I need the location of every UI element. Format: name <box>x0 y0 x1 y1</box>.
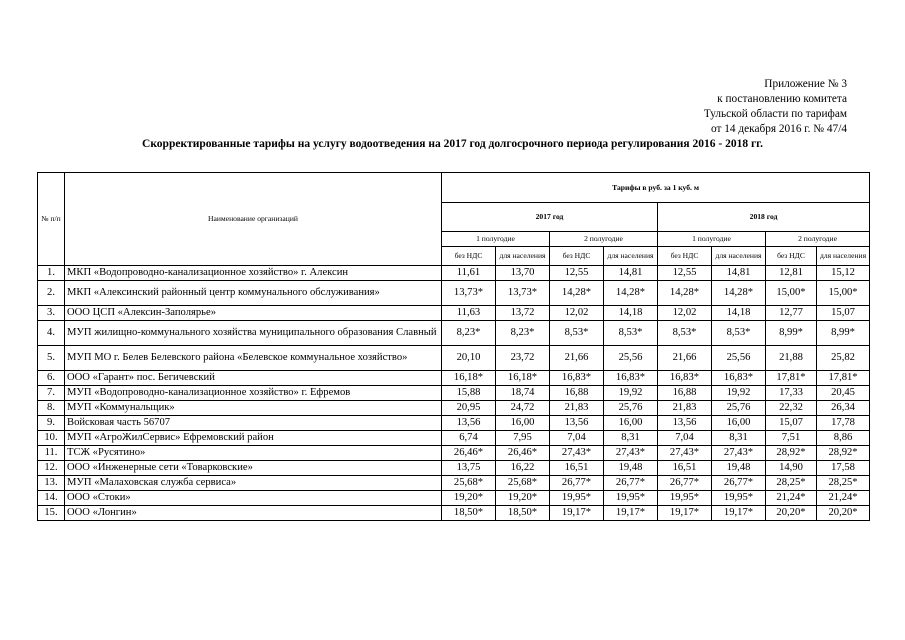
tariff-value: 27,43* <box>604 446 658 461</box>
tariff-value: 6,74 <box>442 431 496 446</box>
tariff-value: 18,74 <box>496 386 550 401</box>
tariff-value: 26,34 <box>817 401 870 416</box>
tariff-value: 16,22 <box>496 461 550 476</box>
header-for-population: для населения <box>604 247 658 266</box>
tariff-value: 8,99* <box>817 321 870 346</box>
tariff-value: 21,66 <box>658 346 712 371</box>
row-number: 5. <box>38 346 65 371</box>
tariff-value: 16,83* <box>550 371 604 386</box>
organization-name: МКП «Водопроводно-канализационное хозяйство» г. Алексин <box>65 266 442 281</box>
tariff-value: 26,77* <box>658 476 712 491</box>
table-row <box>38 266 870 281</box>
header-num: № п/п <box>38 173 65 266</box>
tariff-value: 16,00 <box>496 416 550 431</box>
tariff-value: 28,25* <box>817 476 870 491</box>
tariff-value: 15,12 <box>817 266 870 281</box>
tariff-value: 20,20* <box>766 506 817 521</box>
tariff-value: 13,56 <box>550 416 604 431</box>
tariff-value: 26,77* <box>550 476 604 491</box>
tariff-value: 21,83 <box>658 401 712 416</box>
tariff-value: 7,04 <box>550 431 604 446</box>
tariff-value: 14,18 <box>712 306 766 321</box>
tariff-value: 17,58 <box>817 461 870 476</box>
tariff-value: 21,88 <box>766 346 817 371</box>
tariff-value: 14,28* <box>604 281 658 306</box>
tariff-value: 19,95* <box>604 491 658 506</box>
tariff-value: 20,45 <box>817 386 870 401</box>
header-name: Наименование организаций <box>65 173 442 266</box>
tariff-value: 20,10 <box>442 346 496 371</box>
row-number: 7. <box>38 386 65 401</box>
row-number: 12. <box>38 461 65 476</box>
tariff-value: 13,56 <box>442 416 496 431</box>
tariff-value: 8,23* <box>442 321 496 346</box>
table-row <box>38 281 870 306</box>
tariff-value: 22,32 <box>766 401 817 416</box>
appendix-line: от 14 декабря 2016 г. № 47/4 <box>710 123 847 135</box>
tariff-value: 12,02 <box>658 306 712 321</box>
tariff-value: 16,51 <box>550 461 604 476</box>
tariff-value: 8,23* <box>496 321 550 346</box>
tariff-value: 15,07 <box>817 306 870 321</box>
tariff-value: 13,72 <box>496 306 550 321</box>
tariff-value: 15,00* <box>766 281 817 306</box>
header-for-population: для населения <box>817 247 870 266</box>
tariff-value: 12,02 <box>550 306 604 321</box>
tariff-value: 17,81* <box>817 371 870 386</box>
tariff-value: 15,07 <box>766 416 817 431</box>
tariff-value: 8,31 <box>712 431 766 446</box>
appendix-header <box>704 77 847 137</box>
tariff-value: 26,46* <box>442 446 496 461</box>
tariff-value: 16,00 <box>604 416 658 431</box>
table-row <box>38 371 870 386</box>
table-row <box>38 476 870 491</box>
organization-name: ООО «Гарант» пос. Бегичевский <box>65 371 442 386</box>
tariff-value: 27,43* <box>550 446 604 461</box>
header-half-1: 1 полугодие <box>442 232 550 247</box>
tariff-value: 26,46* <box>496 446 550 461</box>
tariff-value: 19,17* <box>550 506 604 521</box>
tariff-value: 17,33 <box>766 386 817 401</box>
row-number: 14. <box>38 491 65 506</box>
organization-name: Войсковая часть 56707 <box>65 416 442 431</box>
tariff-value: 19,95* <box>712 491 766 506</box>
table-row <box>38 491 870 506</box>
tariff-value: 19,20* <box>496 491 550 506</box>
tariff-value: 24,72 <box>496 401 550 416</box>
organization-name: ООО ЦСП «Алексин-Заполярье» <box>65 306 442 321</box>
organization-name: МУП «Малаховская служба сервиса» <box>65 476 442 491</box>
tariff-value: 8,31 <box>604 431 658 446</box>
header-half-2: 2 полугодие <box>550 232 658 247</box>
tariff-value: 23,72 <box>496 346 550 371</box>
tariff-value: 27,43* <box>712 446 766 461</box>
header-for-population: для населения <box>496 247 550 266</box>
tariff-value: 14,81 <box>712 266 766 281</box>
header-year-2017: 2017 год <box>442 203 658 232</box>
table-row <box>38 386 870 401</box>
organization-name: ООО «Инженерные сети «Товарковские» <box>65 461 442 476</box>
tariff-value: 19,92 <box>604 386 658 401</box>
tariff-value: 13,56 <box>658 416 712 431</box>
tariff-value: 14,28* <box>550 281 604 306</box>
tariff-value: 13,73* <box>442 281 496 306</box>
row-number: 10. <box>38 431 65 446</box>
tariff-value: 17,78 <box>817 416 870 431</box>
organization-name: ООО «Лонгин» <box>65 506 442 521</box>
tariff-value: 16,51 <box>658 461 712 476</box>
organization-name: МУП жилищно-коммунального хозяйства муниципального образования Славный <box>65 321 442 346</box>
row-number: 6. <box>38 371 65 386</box>
tariff-value: 28,92* <box>817 446 870 461</box>
tariff-value: 25,68* <box>442 476 496 491</box>
tariff-value: 14,28* <box>712 281 766 306</box>
organization-name: МУП МО г. Белев Белевского района «Белевское коммунальное хозяйство» <box>65 346 442 371</box>
tariff-value: 19,95* <box>550 491 604 506</box>
table-header <box>38 173 870 266</box>
appendix-line: к постановлению комитета <box>717 93 847 105</box>
tariff-value: 27,43* <box>658 446 712 461</box>
organization-name: МКП «Алексинский районный центр коммунального обслуживания» <box>65 281 442 306</box>
tariff-value: 15,88 <box>442 386 496 401</box>
tariff-value: 14,18 <box>604 306 658 321</box>
organization-name: ООО «Стоки» <box>65 491 442 506</box>
tariff-value: 28,92* <box>766 446 817 461</box>
row-number: 2. <box>38 281 65 306</box>
header-no-vat: без НДС <box>550 247 604 266</box>
tariff-value: 28,25* <box>766 476 817 491</box>
tariff-value: 19,92 <box>712 386 766 401</box>
tariff-value: 25,68* <box>496 476 550 491</box>
table-row <box>38 446 870 461</box>
table-row <box>38 461 870 476</box>
tariff-value: 21,83 <box>550 401 604 416</box>
tariff-value: 16,88 <box>658 386 712 401</box>
tariff-value: 13,70 <box>496 266 550 281</box>
header-no-vat: без НДС <box>658 247 712 266</box>
tariff-value: 12,55 <box>658 266 712 281</box>
row-number: 9. <box>38 416 65 431</box>
tariff-value: 8,99* <box>766 321 817 346</box>
appendix-line: Приложение № 3 <box>764 78 847 90</box>
tariff-value: 17,81* <box>766 371 817 386</box>
tariff-value: 8,53* <box>712 321 766 346</box>
row-number: 4. <box>38 321 65 346</box>
tariff-value: 7,95 <box>496 431 550 446</box>
tariff-value: 19,17* <box>604 506 658 521</box>
tariff-value: 25,56 <box>712 346 766 371</box>
tariff-value: 14,81 <box>604 266 658 281</box>
table-row <box>38 401 870 416</box>
table-row <box>38 306 870 321</box>
organization-name: МУП «АгроЖилСервис» Ефремовский район <box>65 431 442 446</box>
document-title: Скорректированные тарифы на услугу водоотведения на 2017 год долгосрочного периода регулирования 2016 - 2018 гг. <box>142 138 763 150</box>
tariff-value: 26,77* <box>712 476 766 491</box>
tariff-value: 14,28* <box>658 281 712 306</box>
tariff-value: 21,24* <box>817 491 870 506</box>
tariff-value: 12,55 <box>550 266 604 281</box>
tariff-value: 16,00 <box>712 416 766 431</box>
tariff-value: 19,48 <box>712 461 766 476</box>
tariff-value: 11,63 <box>442 306 496 321</box>
organization-name: ТСЖ «Русятино» <box>65 446 442 461</box>
tariff-value: 19,95* <box>658 491 712 506</box>
tariff-value: 14,90 <box>766 461 817 476</box>
row-number: 8. <box>38 401 65 416</box>
tariff-value: 20,20* <box>817 506 870 521</box>
tariff-value: 20,95 <box>442 401 496 416</box>
row-number: 1. <box>38 266 65 281</box>
tariff-value: 13,75 <box>442 461 496 476</box>
organization-name: МУП «Водопроводно-канализационное хозяйство» г. Ефремов <box>65 386 442 401</box>
tariff-value: 8,53* <box>658 321 712 346</box>
row-number: 3. <box>38 306 65 321</box>
tariff-value: 12,77 <box>766 306 817 321</box>
header-year-2018: 2018 год <box>658 203 870 232</box>
tariff-value: 19,17* <box>712 506 766 521</box>
table-body <box>38 266 870 521</box>
row-number: 11. <box>38 446 65 461</box>
row-number: 13. <box>38 476 65 491</box>
header-no-vat: без НДС <box>442 247 496 266</box>
table-row <box>38 346 870 371</box>
tariff-value: 13,73* <box>496 281 550 306</box>
appendix-line: Тульской области по тарифам <box>703 108 847 120</box>
tariff-value: 16,18* <box>496 371 550 386</box>
tariff-value: 16,83* <box>658 371 712 386</box>
tariff-value: 19,48 <box>604 461 658 476</box>
tariff-value: 16,83* <box>712 371 766 386</box>
tariff-value: 25,76 <box>604 401 658 416</box>
tariff-table <box>37 172 870 521</box>
tariff-value: 7,51 <box>766 431 817 446</box>
tariff-value: 26,77* <box>604 476 658 491</box>
tariff-value: 8,86 <box>817 431 870 446</box>
tariff-value: 25,56 <box>604 346 658 371</box>
table-row <box>38 431 870 446</box>
header-tariffs: Тарифы в руб. за 1 куб. м <box>442 173 870 203</box>
tariff-value: 16,88 <box>550 386 604 401</box>
tariff-value: 8,53* <box>604 321 658 346</box>
tariff-value: 16,83* <box>604 371 658 386</box>
tariff-value: 21,24* <box>766 491 817 506</box>
table-row <box>38 321 870 346</box>
header-half-1: 1 полугодие <box>658 232 766 247</box>
tariff-value: 15,00* <box>817 281 870 306</box>
header-half-2: 2 полугодие <box>766 232 870 247</box>
tariff-value: 19,20* <box>442 491 496 506</box>
tariff-value: 16,18* <box>442 371 496 386</box>
tariff-value: 25,82 <box>817 346 870 371</box>
header-for-population: для населения <box>712 247 766 266</box>
tariff-value: 12,81 <box>766 266 817 281</box>
organization-name: МУП «Коммунальщик» <box>65 401 442 416</box>
tariff-value: 18,50* <box>496 506 550 521</box>
tariff-value: 21,66 <box>550 346 604 371</box>
header-no-vat: без НДС <box>766 247 817 266</box>
table-row <box>38 506 870 521</box>
tariff-value: 7,04 <box>658 431 712 446</box>
tariff-value: 11,61 <box>442 266 496 281</box>
tariff-value: 19,17* <box>658 506 712 521</box>
table-row <box>38 416 870 431</box>
tariff-value: 8,53* <box>550 321 604 346</box>
tariff-value: 18,50* <box>442 506 496 521</box>
tariff-value: 25,76 <box>712 401 766 416</box>
row-number: 15. <box>38 506 65 521</box>
